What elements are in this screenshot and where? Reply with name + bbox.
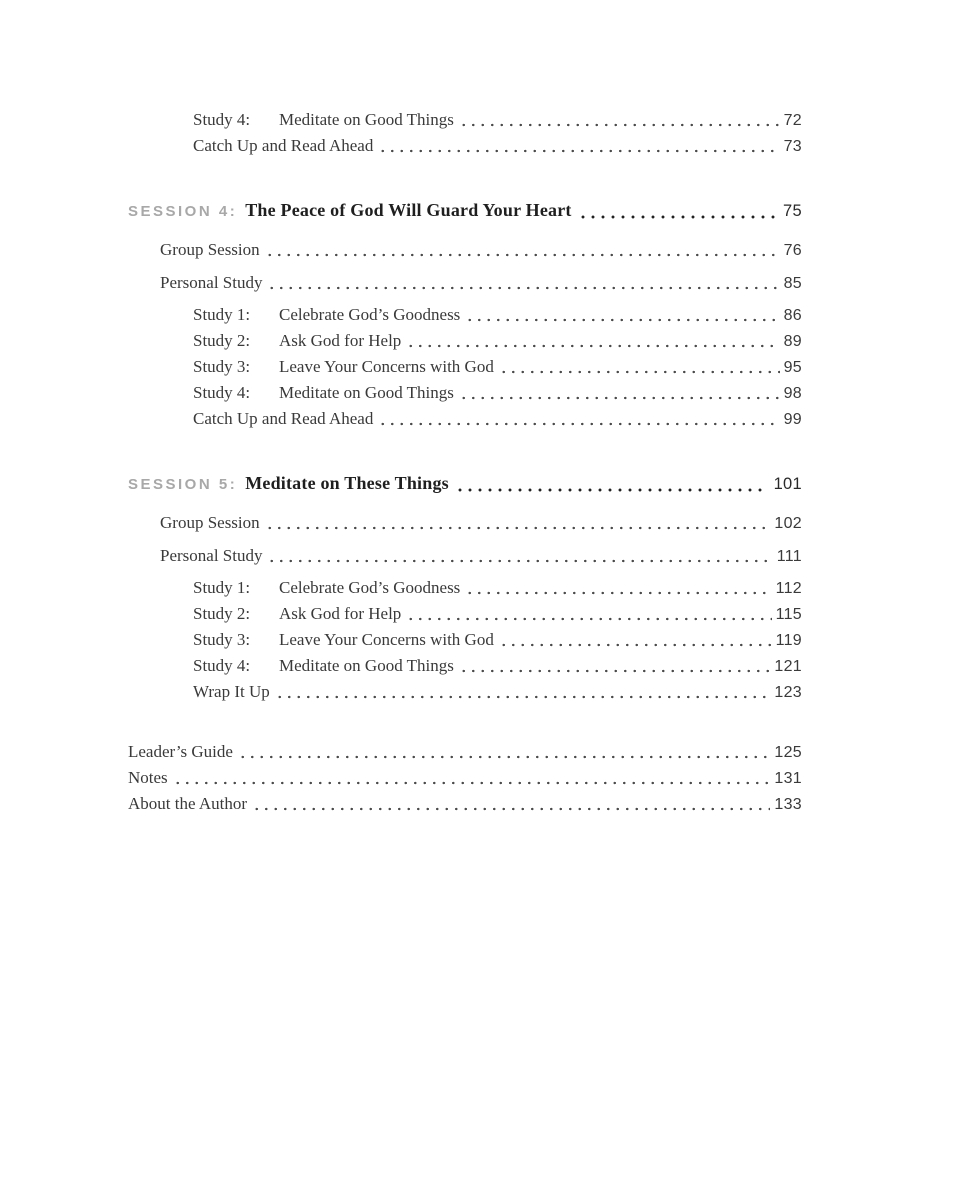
entry-title: Celebrate God’s Goodness [279, 305, 461, 324]
toc-entry [128, 653, 802, 679]
toc-entry [128, 679, 802, 705]
toc-entry [128, 627, 802, 653]
dot-leader [265, 270, 779, 296]
toc-entry [128, 354, 802, 380]
toc-entry [128, 765, 802, 791]
entry-title: Leader’s Guide [128, 742, 233, 761]
toc-entry [128, 406, 802, 432]
toc-entry [128, 302, 802, 328]
entry-title: Meditate on Good Things [279, 656, 454, 675]
toc-entry [128, 601, 802, 627]
page-number: 89 [783, 333, 802, 350]
toc-entry [128, 237, 802, 263]
page-number: 123 [774, 684, 802, 701]
page-number: 72 [783, 112, 802, 129]
toc-entry [128, 575, 802, 601]
page-number: 102 [774, 515, 802, 532]
page-number: 86 [783, 307, 802, 324]
page-number: 119 [775, 632, 802, 649]
session-label: SESSION 4: [128, 203, 238, 220]
entry-label: Study 1: [193, 305, 251, 324]
dot-leader [457, 380, 780, 406]
entry-title: Wrap It Up [193, 682, 270, 701]
page-number: 111 [776, 548, 802, 565]
entry-label: Study 4: [193, 383, 251, 402]
entry-label: Study 2: [193, 331, 251, 350]
page-number: 125 [774, 744, 802, 761]
entry-title: Ask God for Help [279, 604, 402, 623]
entry-title: Notes [128, 768, 168, 787]
entry-title: About the Author [128, 794, 247, 813]
toc-session-heading [128, 468, 802, 500]
toc-entry [128, 510, 802, 536]
entry-title: Ask God for Help [279, 331, 402, 350]
dot-leader [376, 406, 779, 432]
dot-leader [263, 510, 771, 536]
dot-leader [376, 133, 779, 159]
entry-title: Group Session [160, 240, 260, 259]
entry-label: Study 3: [193, 630, 251, 649]
dot-leader [457, 653, 771, 679]
dot-leader [250, 791, 770, 817]
toc-entry [128, 133, 802, 159]
dot-leader [463, 575, 771, 601]
session-label: SESSION 5: [128, 476, 238, 493]
dot-leader [497, 627, 772, 653]
entry-label: Study 1: [193, 578, 251, 597]
entry-title: Meditate on Good Things [279, 110, 454, 129]
toc-session-heading [128, 195, 802, 227]
dot-leader [273, 679, 771, 705]
dot-leader [497, 354, 780, 380]
dot-leader [263, 237, 780, 263]
dot-leader [171, 765, 771, 791]
page-number: 99 [783, 411, 802, 428]
dot-leader [452, 468, 767, 500]
entry-title: Meditate on Good Things [279, 383, 454, 402]
session-title: The Peace of God Will Guard Your Heart [245, 200, 572, 220]
entry-title: Leave Your Concerns with God [279, 630, 494, 649]
session-title: Meditate on These Things [245, 473, 449, 493]
dot-leader [265, 543, 772, 569]
entry-label: Study 2: [193, 604, 251, 623]
page-number: 121 [774, 658, 802, 675]
toc-entry [128, 739, 802, 765]
toc-entry [128, 380, 802, 406]
dot-leader [457, 107, 780, 133]
entry-title: Personal Study [160, 273, 263, 292]
dot-leader [236, 739, 770, 765]
page-number: 131 [774, 770, 802, 787]
page-number: 112 [775, 580, 802, 597]
dot-leader [575, 195, 776, 227]
page-number: 75 [783, 202, 802, 220]
toc-entry [128, 328, 802, 354]
toc-entry [128, 543, 802, 569]
entry-title: Catch Up and Read Ahead [193, 136, 374, 155]
page-number: 133 [774, 796, 802, 813]
entry-title: Catch Up and Read Ahead [193, 409, 374, 428]
page-number: 76 [783, 242, 802, 259]
entry-title: Personal Study [160, 546, 263, 565]
toc-entry [128, 107, 802, 133]
page-number: 73 [783, 138, 802, 155]
page-number: 98 [783, 385, 802, 402]
toc-entry [128, 270, 802, 296]
dot-leader [404, 328, 779, 354]
entry-title: Celebrate God’s Goodness [279, 578, 461, 597]
dot-leader [463, 302, 779, 328]
toc-page [128, 0, 802, 817]
dot-leader [404, 601, 771, 627]
entry-title: Group Session [160, 513, 260, 532]
entry-label: Study 4: [193, 656, 251, 675]
entry-label: Study 4: [193, 110, 251, 129]
page-number: 115 [775, 606, 802, 623]
entry-title: Leave Your Concerns with God [279, 357, 494, 376]
page-number: 101 [773, 475, 802, 493]
toc-entry [128, 791, 802, 817]
entry-label: Study 3: [193, 357, 251, 376]
page-number: 95 [783, 359, 802, 376]
page-number: 85 [783, 275, 802, 292]
